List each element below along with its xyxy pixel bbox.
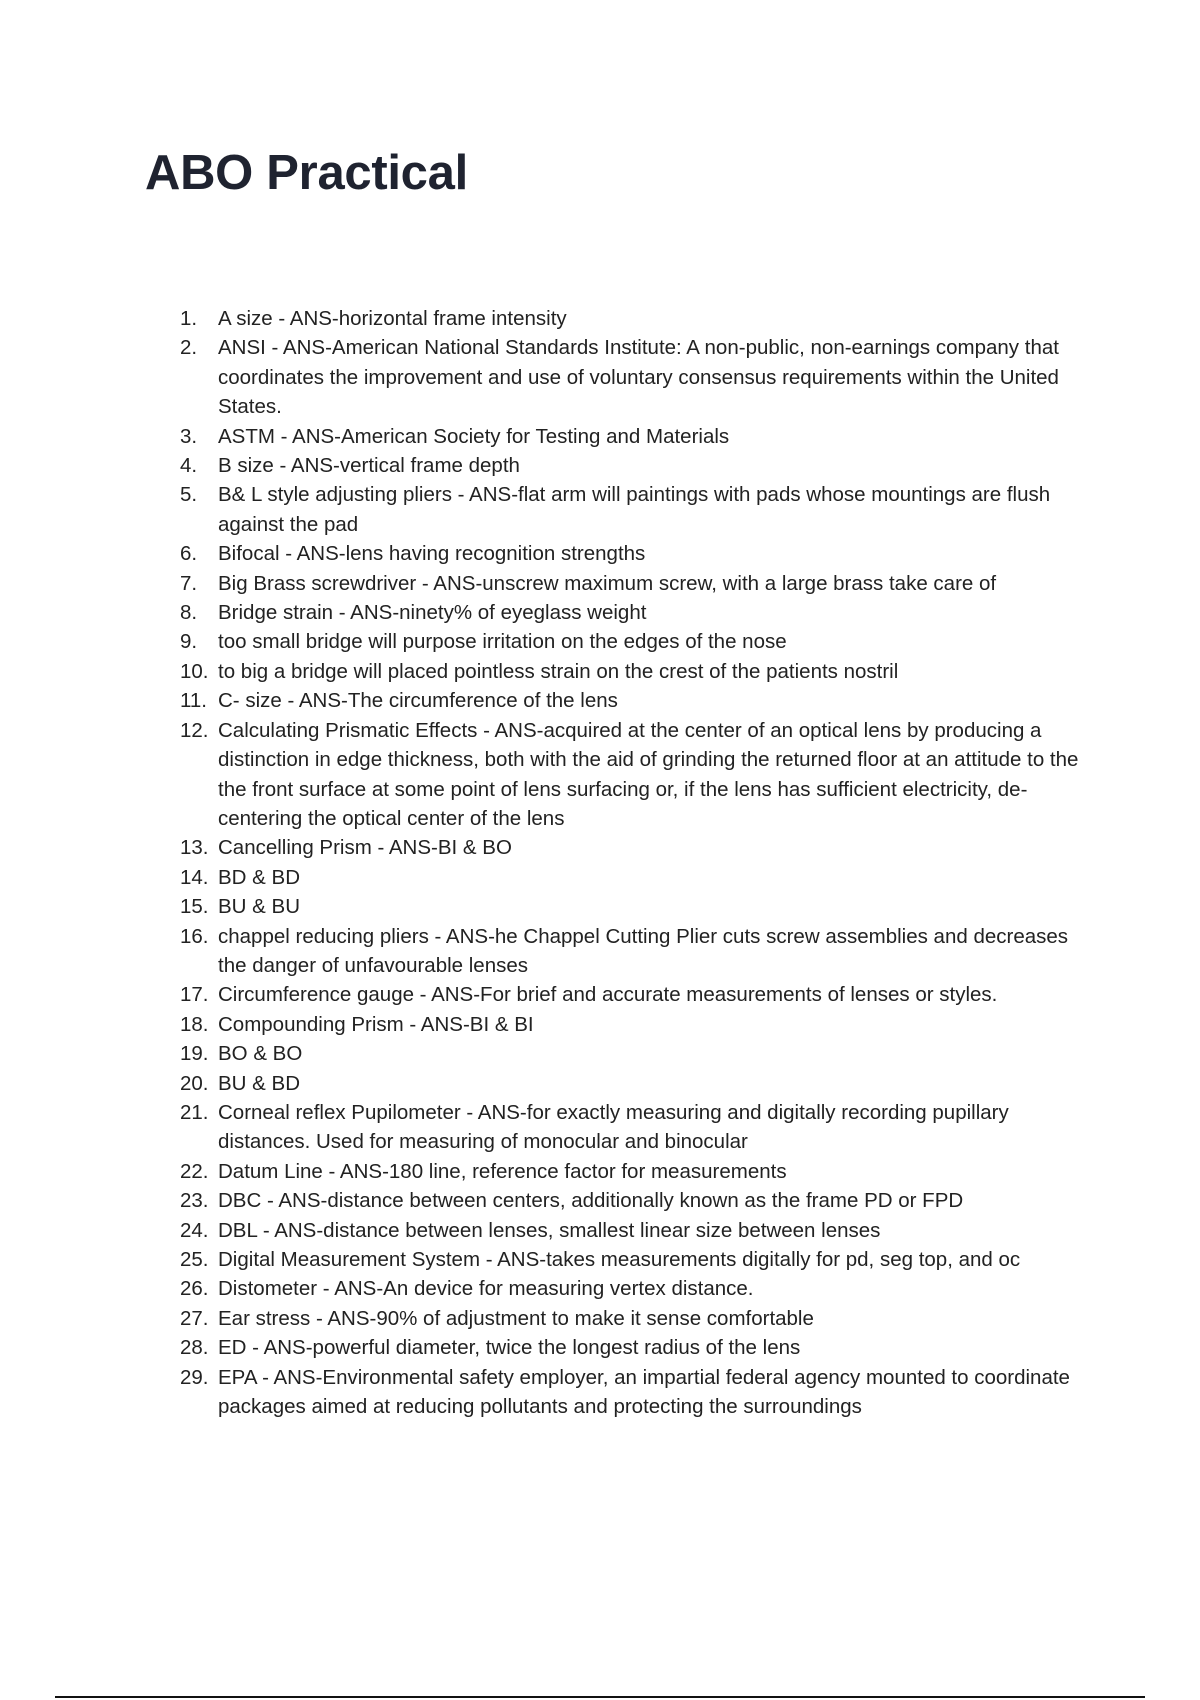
list-item: [180, 1069, 1090, 1098]
list-item-number: 8.: [180, 601, 198, 625]
list-item-text: Bifocal - ANS-lens having recognition strengths: [218, 542, 646, 566]
list-item-number: 7.: [180, 571, 198, 595]
list-item: [180, 333, 1090, 421]
list-item-number: 21.: [180, 1100, 209, 1124]
list-item: [180, 422, 1090, 451]
list-item: [180, 598, 1090, 627]
list-item-number: 5.: [180, 483, 198, 507]
list-item-text: chappel reducing pliers - ANS-he Chappel Cutting Plier cuts screw assemblies and decreases the danger of unfavourable lenses: [218, 924, 1069, 977]
list-item-text: Corneal reflex Pupilometer - ANS-for exactly measuring and digitally recording pupillary distances. Used for measuring of monocular and binocular: [218, 1100, 1009, 1154]
list-item-number: 17.: [180, 983, 209, 1007]
list-item-text: to big a bridge will placed pointless strain on the crest of the patients nostril: [218, 659, 899, 683]
list-item: [180, 1245, 1090, 1274]
list-item-number: 23.: [180, 1189, 209, 1213]
list-item-text: too small bridge will purpose irritation on the edges of the nose: [218, 630, 787, 654]
list-item-number: 2.: [180, 336, 198, 360]
list-item-number: 12.: [180, 718, 209, 742]
list-item-number: 15.: [180, 895, 209, 919]
list-item-text: Circumference gauge - ANS-For brief and accurate measurements of lenses or styles.: [218, 983, 998, 1007]
list-item-number: 3.: [180, 424, 198, 448]
list-item-text: Distometer - ANS-An device for measuring vertex distance.: [218, 1277, 754, 1301]
definition-list: [180, 304, 1090, 1421]
list-item: [180, 980, 1090, 1009]
list-item-text: Calculating Prismatic Effects - ANS-acquired at the center of an optical lens by producing a distinction in edge thickness, both with the aid of grinding the returned floor at an attitude to the the front surface at some point of lens surfacing or, if the lens has sufficient electricity, de-centering the optical center of the lens: [218, 718, 1079, 830]
list-item: [180, 569, 1090, 598]
list-item: [180, 1186, 1090, 1215]
list-item: [180, 863, 1090, 892]
list-item-text: Digital Measurement System - ANS-takes measurements digitally for pd, seg top, and oc: [218, 1248, 1021, 1271]
list-item-number: 18.: [180, 1012, 209, 1036]
list-item: [180, 1010, 1090, 1039]
list-item: [180, 657, 1090, 686]
list-item: [180, 1039, 1090, 1068]
list-item: [180, 539, 1090, 568]
list-item-text: EPA - ANS-Environmental safety employer, an impartial federal agency mounted to coordinate packages aimed at reducing pollutants and protecting the surroundings: [218, 1365, 1070, 1419]
list-item-number: 22.: [180, 1159, 209, 1183]
list-item-number: 14.: [180, 865, 209, 889]
footer-divider: [55, 1696, 1145, 1698]
list-item-text: Big Brass screwdriver - ANS-unscrew maximum screw, with a large brass take care of: [218, 571, 997, 595]
list-item-text: BU & BU: [218, 895, 301, 919]
list-item: [180, 1333, 1090, 1362]
list-item-number: 24.: [180, 1218, 209, 1242]
list-item-number: 6.: [180, 542, 198, 566]
list-item-text: B& L style adjusting pliers - ANS-flat arm will paintings with pads whose mountings are flush against the pad: [218, 483, 1051, 536]
list-item-text: BD & BD: [218, 865, 301, 889]
list-item-number: 11.: [180, 689, 207, 713]
list-item-number: 4.: [180, 454, 198, 478]
list-item: [180, 833, 1090, 862]
list-item-text: DBC - ANS-distance between centers, additionally known as the frame PD or FPD: [218, 1189, 964, 1213]
list-item-number: 9.: [180, 630, 198, 654]
list-item-text: DBL - ANS-distance between lenses, smallest linear size between lenses: [218, 1218, 881, 1242]
list-item-number: 27.: [180, 1306, 209, 1330]
list-item-text: Bridge strain - ANS-ninety% of eyeglass weight: [218, 601, 647, 625]
list-item: [180, 922, 1090, 981]
page-title: ABO Practical: [145, 146, 468, 200]
list-item: [180, 1157, 1090, 1186]
list-item: [180, 480, 1090, 539]
list-item-text: BO & BO: [218, 1042, 303, 1066]
list-item-text: Cancelling Prism - ANS-BI & BO: [218, 836, 512, 860]
list-item-number: 28.: [180, 1336, 209, 1360]
list-item: [180, 716, 1090, 834]
list-item: [180, 686, 1090, 715]
list-item-text: B size - ANS-vertical frame depth: [218, 454, 520, 478]
list-item: [180, 451, 1090, 480]
list-item-text: A size - ANS-horizontal frame intensity: [218, 307, 567, 330]
list-item: [180, 1098, 1090, 1157]
list-item-text: Datum Line - ANS-180 line, reference factor for measurements: [218, 1159, 787, 1183]
list-item: [180, 1304, 1090, 1333]
list-item-text: C- size - ANS-The circumference of the lens: [218, 689, 618, 713]
list-item: [180, 1216, 1090, 1245]
list-item-text: Compounding Prism - ANS-BI & BI: [218, 1012, 534, 1036]
list-item-text: Ear stress - ANS-90% of adjustment to make it sense comfortable: [218, 1306, 814, 1330]
list-item: [180, 1363, 1090, 1422]
list-item: [180, 1274, 1090, 1303]
list-item-number: 20.: [180, 1071, 209, 1095]
list-item: [180, 892, 1090, 921]
list-item-number: 1.: [180, 307, 198, 330]
list-item-number: 29.: [180, 1365, 209, 1389]
list-item-number: 25.: [180, 1248, 209, 1271]
list-item-number: 26.: [180, 1277, 209, 1301]
list-item: [180, 304, 1090, 333]
list-item-number: 13.: [180, 836, 209, 860]
list-item-number: 10.: [180, 659, 209, 683]
list-item-text: ASTM - ANS-American Society for Testing and Materials: [218, 424, 730, 448]
list-item: [180, 627, 1090, 656]
list-item-number: 16.: [180, 924, 209, 948]
list-item-text: BU & BD: [218, 1071, 301, 1095]
list-item-number: 19.: [180, 1042, 209, 1066]
list-item-text: ANSI - ANS-American National Standards Institute: A non-public, non-earnings company that coordinates the improvement and use of voluntary consensus requirements within the United States.: [218, 336, 1059, 419]
list-item-text: ED - ANS-powerful diameter, twice the longest radius of the lens: [218, 1336, 801, 1360]
